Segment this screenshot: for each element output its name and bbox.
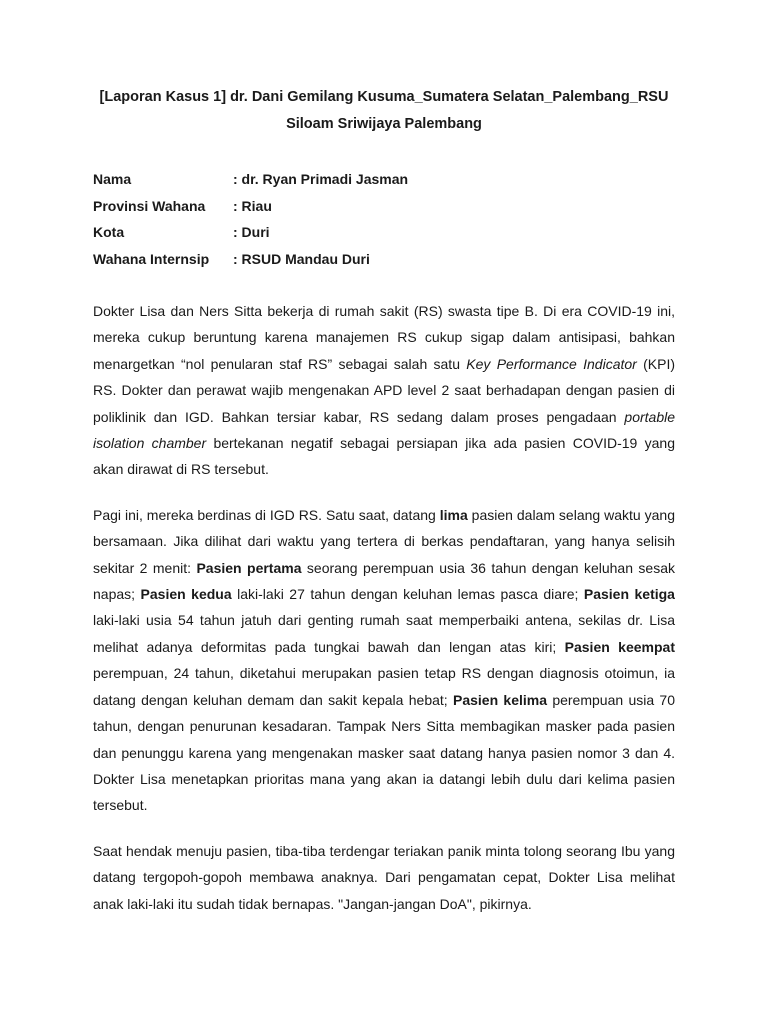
info-row-nama — [93, 166, 675, 193]
text-run: Pagi ini, mereka berdinas di IGD RS. Satu saat, datang — [93, 506, 440, 523]
bold-term: Pasien kelima — [452, 691, 548, 708]
text-run: bertekanan negatif sebagai persiapan jika ada pasien COVID-19 yang akan dirawat di RS tersebut. — [93, 435, 675, 478]
text-run: pasien dalam selang waktu yang bersamaan. Jika dilihat dari waktu yang tertera di berkas pendaftaran, yang hanya selisih sekitar 2 menit: — [93, 506, 675, 576]
italic-term: Key Performance Indicator — [466, 355, 637, 372]
text-run: laki-laki 27 tahun dengan keluhan lemas pasca diare; — [231, 586, 584, 603]
bold-term: Pasien kedua — [140, 586, 232, 603]
info-row-wahana — [93, 246, 675, 273]
bold-term: Pasien keempat — [564, 638, 675, 655]
paragraph-emergency: Saat hendak menuju pasien, tiba-tiba terdengar teriakan panik minta tolong seorang Ibu yang datang tergopoh-gopoh membawa anaknya. Dari pengamatan cepat, Dokter Lisa melihat anak laki-laki itu sudah tidak bernapas. "Jangan-jangan DoA", pikirnya. — [93, 842, 675, 912]
info-label: Nama — [93, 171, 132, 188]
paragraph-intro — [93, 298, 675, 483]
info-label: Kota — [93, 224, 125, 241]
info-row-kota — [93, 219, 675, 246]
text-run: laki-laki usia 54 tahun jatuh dari genting rumah saat memperbaiki antena, sekilas dr. Lisa melihat adanya deformitas pada tungkai bawah dan lengan atas kiri; — [93, 612, 675, 655]
text-run: (KPI) RS. Dokter dan perawat wajib mengenakan APD level 2 saat berhadapan dengan pasien di poliklinik dan IGD. Bahkan tersiar kabar, RS sedang dalam proses pengadaan — [93, 355, 676, 425]
text-run: perempuan usia 70 tahun, dengan penurunan kesadaran. Tampak Ners Sitta membagikan masker pada pasien dan penunggu karena yang mengenakan masker saat datang hanya pasien nomor 3 dan 4. Dokter Lisa menetapkan prioritas mana yang akan ia datangi lebih dulu dari kelima pasien tersebut. — [93, 691, 675, 814]
text-run: seorang perempuan usia 36 tahun dengan keluhan sesak napas; — [93, 559, 675, 603]
text-run: perempuan, 24 tahun, diketahui merupakan pasien tetap RS dengan diagnosis otoimun, ia datang dengan keluhan demam dan sakit kepala hebat; — [93, 665, 675, 708]
italic-term: portable isolation chamber — [93, 408, 675, 452]
info-value: : Duri — [233, 224, 270, 241]
info-block — [93, 166, 675, 272]
info-value: : Riau — [233, 197, 272, 214]
paragraph-patients — [93, 502, 675, 819]
bold-term: Pasien pertama — [196, 559, 302, 576]
text-run: Dokter Lisa dan Ners Sitta bekerja di rumah sakit (RS) swasta tipe B. Di era COVID-19 ini, mereka cukup beruntung karena manajemen RS cukup sigap dalam antisipasi, bahkan menargetkan “nol penularan staf RS” sebagai salah satu — [93, 303, 675, 372]
info-row-provinsi — [93, 193, 675, 220]
info-label: Provinsi Wahana — [93, 197, 206, 214]
bold-term: Pasien ketiga — [583, 586, 675, 603]
info-value: : dr. Ryan Primadi Jasman — [233, 171, 409, 188]
info-value: : RSUD Mandau Duri — [233, 250, 370, 267]
document-page — [93, 84, 675, 917]
bold-term: lima — [439, 506, 468, 523]
document-title: [Laporan Kasus 1] dr. Dani Gemilang Kusuma_Sumatera Selatan_Palembang_RSU Siloam Sriwijaya Palembang — [99, 89, 669, 132]
info-label: Wahana Internsip — [93, 250, 210, 267]
